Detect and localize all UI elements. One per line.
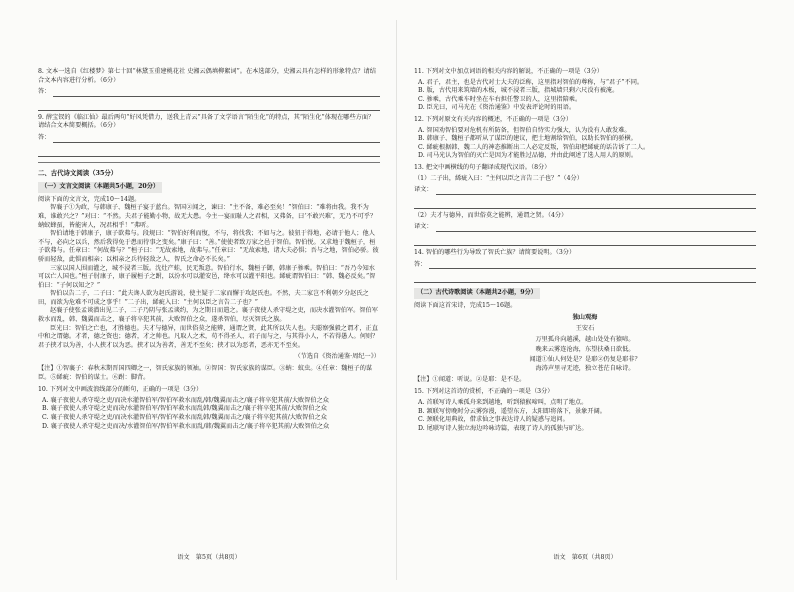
question-9: 9. 薛宝钗的《临江仙》最后两句“好风凭借力，送我上青云”具备了文学语言“陌生化”的特点，其“陌生化”体现在哪些方面？请结合文本简要概括。（6分）	[38, 113, 375, 130]
question-15: 15. 下列对这首诗的赏析，不正确的一项是（3分）	[414, 388, 554, 396]
answer-line[interactable]	[414, 201, 756, 209]
option-b: B. 韩康子、魏桓子都听从了谋臣的建议，把土地割给智伯，以助长智伯的骄横。	[418, 135, 637, 143]
poem-line: 海涛声里寻无迹，独立苍茫自咏诗。	[535, 365, 635, 373]
option-d: D. 司马光认为智伯的灭亡是因为才能胜过品德，并由此阐述了选人用人的原则。	[418, 152, 638, 160]
option-b: B. 颔联写傍晚时分云雾弥漫，遥望东方，太阳即将落下，景象开阔。	[418, 407, 606, 415]
answer-line[interactable]	[414, 275, 756, 283]
option-b: B. 版，古代用来筑墙的木板，城不浸者三版，指城墙只剩六尺没有被淹。	[418, 87, 619, 95]
passage-source: （节选自《资治通鉴·周纪一》）	[294, 353, 380, 361]
option-c: C. 絺疵根据韩、魏二人的神态推断出二人必定反叛，智伯却把絺疵的话告诉了二人。	[418, 143, 650, 151]
passage-paragraph: 智伯以告二子，二子曰：“此夫谗人欲为赵氏游说，使主疑于二家而懈于攻赵氏也。不然，夫二家岂不利朝夕分赵氏之田，而欲为危难不可成之事乎！”二子出，絺疵入曰：“主何以臣之言告二子也？”	[38, 290, 369, 306]
option-c: C. 襄子夜使人杀守堤之吏/而决水灌智伯军/智伯军救水而乱韩/魏翼而击之/襄子将卒犯其前/大败智伯之众	[42, 414, 327, 421]
question-14: 14. 智伯的哪些行为导致了智氏亡族？请简要说明。（3分）	[414, 248, 576, 256]
option-c: C. 颈联化用典故，借求仙之事表达诗人的疑惑与追问。	[418, 416, 569, 424]
poem-author: 王安石	[575, 324, 595, 332]
option-d: D. 襄子夜使人杀守堤之吏而决/水灌智伯军/智伯军救水而乱/韩/魏翼而击之/襄子将卒犯其前/大败智伯之众	[42, 422, 330, 430]
question-10: 10. 下列对文中画波浪线部分的断句，正确的一项是（3分）	[38, 386, 203, 394]
passage-paragraph: 三家以国人围而灌之，城不浸者三版。沈灶产蛙，民无叛意。智伯行水，魏桓子御，韩康子骖乘。智伯曰：“吾乃今知水可以亡人国也。”桓子肘康子，康子履桓子之跗，以汾水可以灌安邑，绛水可以灌平阳也。絺疵谓智伯曰：“韩、魏必反矣。”智伯曰：“子何以知之？”	[38, 264, 376, 289]
translation-line-2[interactable]: 译文：	[414, 223, 756, 232]
answer-line-14[interactable]: 答：	[414, 261, 756, 270]
option-d: D. 尾联写诗人独立海边吟咏诗篇，表现了诗人的孤独与旷达。	[418, 424, 588, 432]
right-page-footer: 语文 第6页（共8页）	[553, 554, 617, 561]
question-13: 13. 把文中画横线的句子翻译成现代汉语。（8分）	[414, 163, 551, 171]
poem-line: 万里孤舟向越溪，越山处处有猿啼。	[535, 336, 635, 344]
option-d: D. 臣光曰，司马光在《资治通鉴》中发表评论时的用语。	[418, 104, 576, 112]
option-b: B. 襄子夜使人杀守堤之吏而决/水灌智伯军/智伯军救水而乱韩/魏翼而击之/襄子将卒犯其前/大败智伯之众	[42, 405, 327, 413]
option-a: A. 襄子夜使人杀守堤之吏/而决水灌智伯军/智伯军救水而乱/韩/魏翼而击之/襄子将卒犯其前/大败智伯之众	[42, 396, 329, 404]
page-divider	[396, 20, 397, 580]
poetry-intro: 阅读下面这首宋诗，完成15～16题。	[414, 301, 517, 309]
poem-line: 晚来云雾连沧海，东望扶桑日欲低。	[535, 346, 635, 354]
left-page-footer: 语文 第5页（共8页）	[177, 554, 241, 561]
question-12: 12. 下列对原文有关内容的概述，不正确的一项是（3分）	[414, 115, 573, 123]
answer-line[interactable]	[38, 149, 380, 157]
poem-title: 独山观海	[572, 314, 598, 322]
option-a: A. 智国劝智伯要对危机有所防备，但智伯自恃实力强大，认为没有人敢发难。	[418, 126, 631, 134]
section-title: 二、古代诗文阅读（35分）	[38, 168, 118, 177]
passage-paragraph: 赵襄子使张孟谈潜出见二子，二子乃阴与张孟谈约，为之期日而遣之。襄子夜使人杀守堤之吏，而决水灌智伯军。智伯军救水而乱，韩、魏翼而击之，襄子将卒犯其前，大败智伯之众，遂杀智伯，尽灭智氏之族。	[38, 307, 378, 324]
section-divider	[38, 162, 380, 163]
question-11: 11. 下列对文中加点词语的相关内容的解说，不正确的一项是（3分）	[414, 68, 603, 75]
passage-paragraph: 智襄子①为政，与韩康子、魏桓子宴于蓝台。智国②闻之，谏曰：“主不备，难必至矣！”智伯曰：“难将由我。我不为难，谁敢兴之？”对曰：“不然。夫君子能勤小物，故无大患。今主一宴而耻人之君相，又弗备，曰‘不敢兴难’，无乃不可乎？蚋蚁蜂虿，皆能害人，况君相乎！”弗听。	[38, 204, 377, 229]
option-a: A. 君子，君主，也是古代对士大夫的泛称，这里指对智伯的尊称，与“君子”不同。	[418, 78, 644, 86]
passage-paragraph: 臣光曰：智伯之亡也，才胜德也。夫才与德异，而世俗莫之能辨，通谓之贤，此其所以失人也。夫聪察强毅之谓才，正直中和之谓德。才者，德之资也；德者，才之帅也。凡取人之术，苟不得圣人、君子而与之，与其得小人，不若得愚人。何则？君子挟才以为善，小人挟才以为恶。挟才以为善者，善无不至矣；挟才以为恶者，恶亦无不至矣。	[38, 324, 379, 349]
reading-intro: 阅读下面的文言文，完成10～14题。	[38, 195, 141, 203]
poem-line: 闻道①仙人何处是？是耶②仍复是耶非？	[529, 355, 641, 363]
translation-item-1: （1）二子出，絺疵入曰：“主何以臣之言告二子也？”（4分）	[414, 174, 583, 182]
right-page	[414, 68, 756, 433]
poetry-subsection-heading: （二）古代诗歌阅读（本题共2小题，9分）	[414, 288, 540, 299]
option-a: A. 首联写诗人乘孤舟来到越地，听到猿猴啼叫，点明了地点。	[418, 399, 588, 407]
passage-note: 【注】①智襄子：春秋末期晋国四卿之一，智氏家族的领袖。②智国：智氏家族的谋臣。③蚋：蚊虫。④任章：魏桓子的谋臣。⑤絺疵：智伯的谋士。⑥跗：脚背。	[38, 365, 373, 381]
translation-item-2: （2）夫才与德异，而世俗莫之能辨，通谓之贤。（4分）	[414, 211, 568, 219]
option-c: C. 骖乘，古代乘车时坐在车右担任警卫的人，这里指陪乘。	[418, 95, 582, 103]
left-page	[38, 68, 380, 431]
classical-passage	[38, 204, 380, 350]
answer-line[interactable]	[38, 103, 380, 111]
poem-note: 【注】①闻道：听说。②是耶：是不是。	[414, 375, 526, 383]
translation-line-1[interactable]: 译文：	[414, 186, 756, 195]
answer-line-9[interactable]: 答：	[38, 134, 380, 143]
passage-paragraph: 智伯请地于韩康子，康子欲弗与。段规曰：“智伯好利而愎，不与，将伐我；不如与之。彼狃于得地，必请于他人；他人不与，必向之以兵，然后我得免于患而待事之变矣。”康子曰：“善。”使使者致万家之邑于智伯。智伯悦。又求地于魏桓子，桓子欲弗与。任章曰：“何故弗与？”桓子曰：“无故索地，故弗与。”任章曰：“无故索地，诸大夫必惧；吾与之地，智伯必骄。彼骄而轻敌，此惧而相亲；以相亲之兵待轻敌之人，智氏之命必不长矣。”	[38, 230, 379, 263]
answer-line-8[interactable]: 答：	[38, 88, 380, 97]
answer-line[interactable]	[414, 238, 756, 246]
subsection-heading: （一）文言文阅读（本题共5小题，20分）	[38, 182, 162, 193]
question-8: 8. 文本一选自《红楼梦》第七十回“林黛玉重建桃花社 史湘云偶填柳絮词”。在本选部分，史湘云具有怎样的形象特点？请结合文本内容进行分析。（6分）	[38, 68, 376, 84]
